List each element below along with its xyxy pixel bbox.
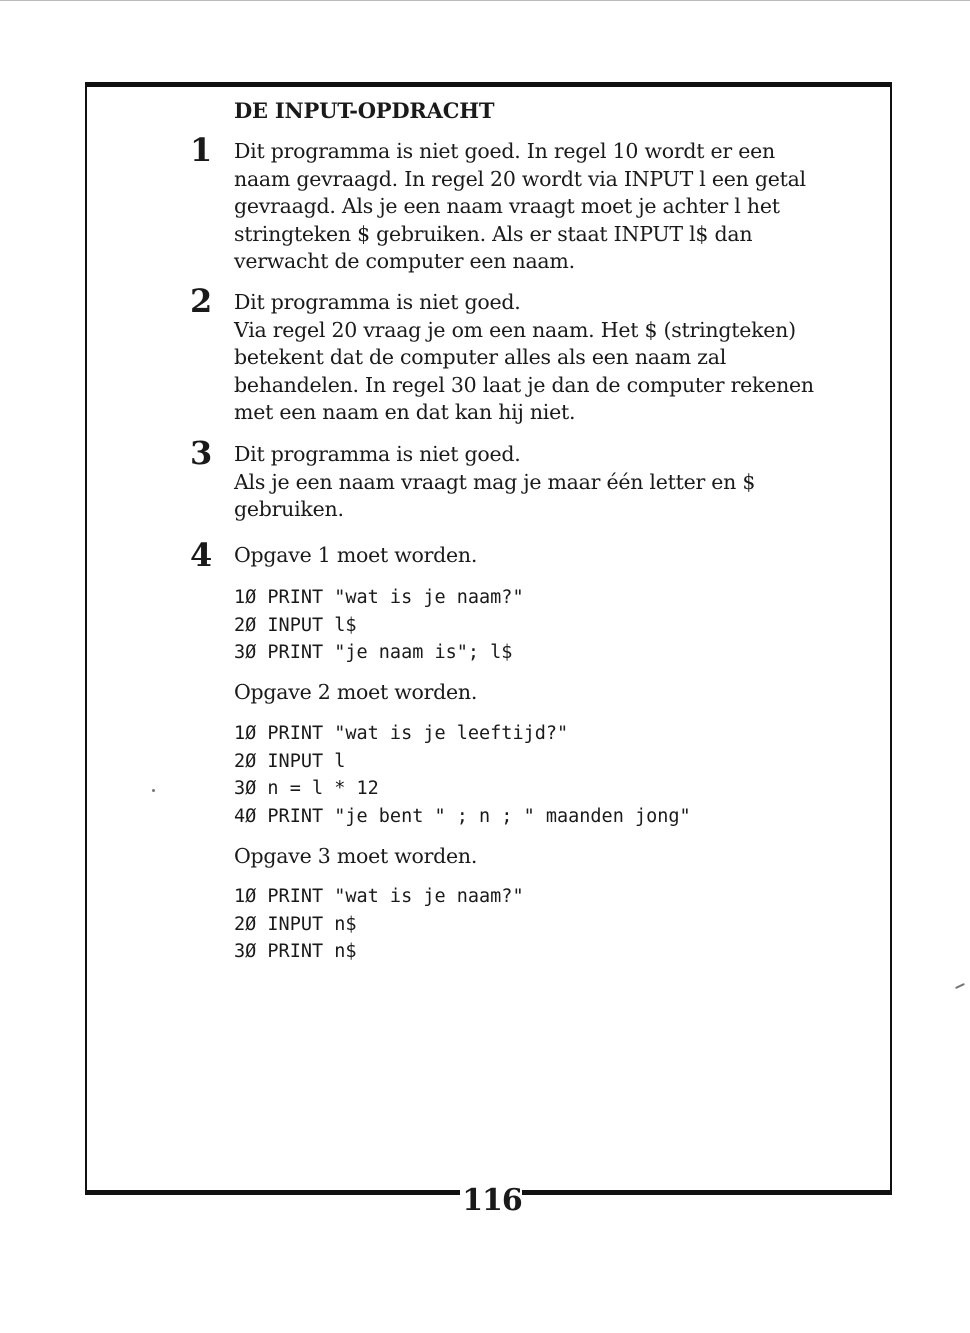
opgave-3-label: Opgave 3 moet worden. (234, 844, 478, 868)
bottom-rule-right (522, 1190, 892, 1195)
text-line: gevraagd. Als je een naam vraagt moet je achter l het (234, 194, 780, 219)
code-line: 1Ø PRINT "wat is je leeftijd?" (234, 723, 569, 744)
text-line: gebruiken. (234, 497, 344, 522)
code-line: 1Ø PRINT "wat is je naam?" (234, 886, 524, 907)
code-line: 4Ø PRINT "je bent " ; n ; " maanden jong" (234, 806, 691, 828)
item-text-2 (234, 289, 864, 427)
scan-edge (0, 0, 970, 1)
text-line: Via regel 20 vraag je om een naam. Het $ (stringteken) (234, 317, 796, 342)
code-listing-1 (234, 584, 524, 667)
bottom-rule-left (85, 1190, 460, 1195)
item-number-3: 3 (190, 434, 213, 472)
item-text-1 (234, 138, 864, 276)
text-line: met een naam en dat kan hij niet. (234, 400, 576, 425)
opgave-2-label: Opgave 2 moet worden. (234, 680, 478, 704)
item-text-3 (234, 441, 864, 524)
item-text-4 (234, 542, 864, 570)
item-number-1: 1 (190, 131, 213, 169)
item-number-2: 2 (190, 282, 213, 320)
text-line: Als je een naam vraagt mag je maar één letter en $ (234, 469, 756, 494)
text-line: Dit programma is niet goed. (234, 290, 521, 314)
code-line: 2Ø INPUT l$ (234, 614, 357, 636)
code-listing-2 (234, 720, 691, 831)
section-heading: DE INPUT-OPDRACHT (234, 98, 495, 123)
scan-speck (955, 983, 965, 989)
text-line: verwacht de computer een naam. (234, 249, 575, 274)
text-line: Dit programma is niet goed. In regel 10 wordt er een (234, 139, 775, 163)
code-line: 1Ø PRINT "wat is je naam?" (234, 587, 524, 608)
code-line: 3Ø n = l * 12 (234, 778, 379, 800)
code-listing-3 (234, 883, 524, 966)
code-line: 3Ø PRINT n$ (234, 941, 357, 963)
code-line: 3Ø PRINT "je naam is"; l$ (234, 642, 513, 664)
text-line: naam gevraagd. In regel 20 wordt via INPUT l een getal (234, 166, 806, 191)
scan-speck (152, 789, 155, 792)
code-line: 2Ø INPUT n$ (234, 913, 357, 935)
item-number-4: 4 (190, 536, 213, 574)
text-line: Dit programma is niet goed. (234, 442, 521, 466)
page-number: 116 (462, 1183, 522, 1218)
code-line: 2Ø INPUT l (234, 750, 346, 772)
text-line: betekent dat de computer alles als een naam zal (234, 345, 727, 370)
text-line: Opgave 1 moet worden. (234, 543, 478, 567)
text-line: behandelen. In regel 30 laat je dan de computer rekenen (234, 372, 814, 397)
text-line: stringteken $ gebruiken. Als er staat INPUT l$ dan (234, 221, 753, 246)
